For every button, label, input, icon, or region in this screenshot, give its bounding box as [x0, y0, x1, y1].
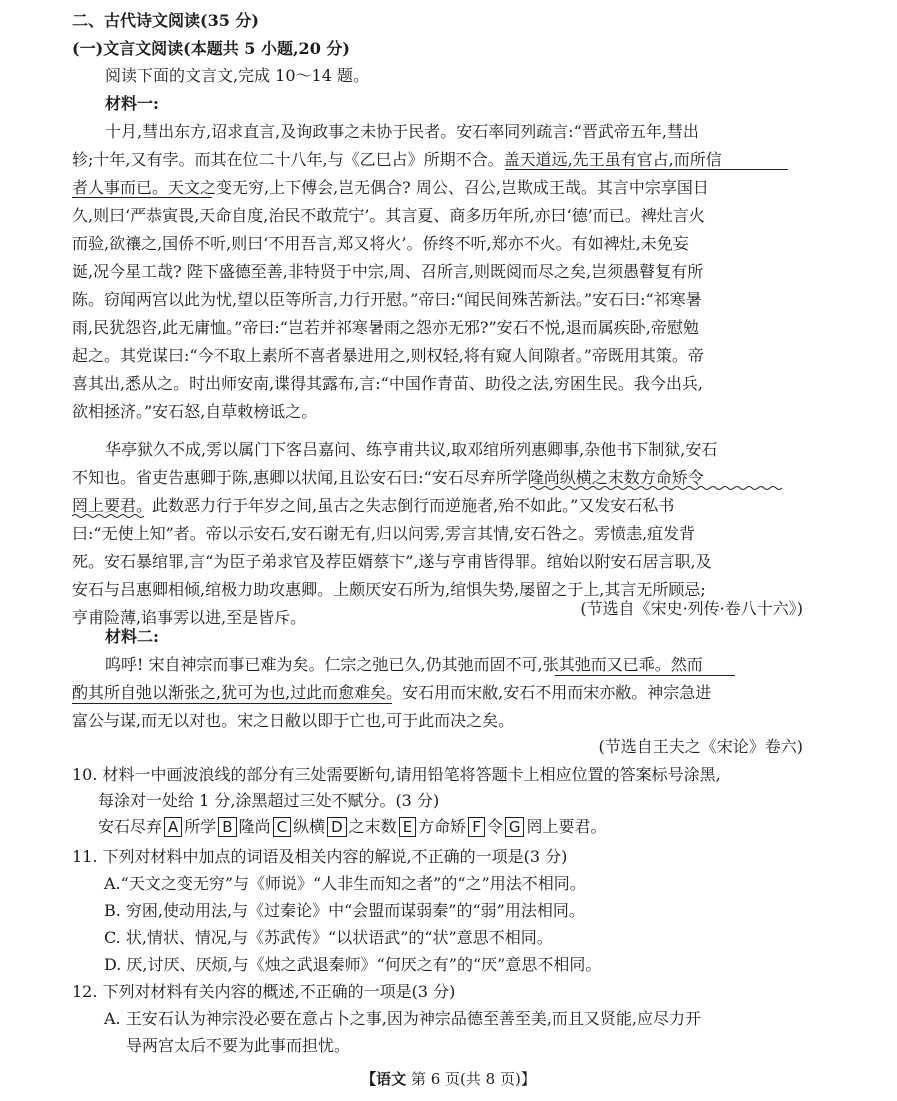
question-10-options — [98, 816, 606, 840]
footer-subject: 【语文 — [361, 1070, 407, 1088]
passage-line: 呜呼! 宋自神宗而事已难为矣。仁宗之弛已久,仍其弛而固不可,张其弛而又已乖。然而 — [105, 655, 703, 674]
passage-line: 曰:“无使上知”者。帝以示安石,安石谢无有,归以问雱,雱言其情,安石咎之。雱愤恚,疽发背 — [72, 524, 696, 543]
q10-segment: 所学 — [184, 817, 217, 836]
source-citation-1: (节选自《宋史·列传·卷八十六》) — [580, 599, 803, 618]
passage-line: 起之。其党谋曰:“今不取上素所不喜者暴进用之,则权轻,将有窥人间隙者。”帝既用其策。帝 — [72, 346, 704, 365]
q10-segment: 罔上要君。 — [526, 817, 607, 836]
q10-segment: 隆尚 — [238, 817, 271, 836]
passage-line: 陈。窃闻两宫以此为忧,望以臣等所言,力行开慰。”帝曰:“闻民间殊苦新法。”安石曰:“祁寒暑 — [72, 290, 702, 309]
underline-mark — [505, 169, 788, 170]
passage-line: 诞,况今星工哉? 陛下盛德至善,非特贤于中宗,周、召所言,则既阅而尽之矣,岂须愚瞽复有所 — [72, 262, 704, 281]
passage-line: 欲相拯济。”安石怒,自草敕榜诋之。 — [72, 402, 318, 421]
q10-label-d[interactable]: D — [327, 817, 347, 837]
passage-line: 富公与谋,而无以对也。宋之日敝以即于亡也,可于此而决之矣。 — [72, 711, 515, 730]
q10-label-g[interactable]: G — [505, 817, 525, 837]
passage-line: 安石与吕惠卿相倾,绾极力助攻惠卿。上颇厌安石所为,绾惧失势,屡留之于上,其言无所顾忌; — [72, 580, 706, 599]
passage-line: 喜其出,悉从之。时出师安南,谍得其露布,言:“中国作青苗、助役之法,穷困生民。我今出兵, — [72, 374, 704, 393]
passage-line: 轸;十年,又有孛。而其在位二十八年,与《乙巳占》所期不合。盖天道远,先王虽有官占,而所信 — [72, 150, 722, 169]
passage-line: 雨,民犹怨咨,此无庸恤。”帝曰:“岂若并祁寒暑雨之怨亦无邪?”安石不悦,退而属疾卧,帝慰勉 — [72, 318, 699, 337]
instruction: 阅读下面的文言文,完成 10～14 题。 — [105, 66, 369, 85]
question-11-option-a[interactable]: A.“天文之变无穷”与《师说》“人非生而知之者”的“之”用法不相同。 — [104, 874, 586, 893]
q10-label-e[interactable]: E — [399, 817, 416, 837]
underline-mark — [555, 675, 735, 676]
question-11-option-c[interactable]: C. 状,情状、情况,与《苏武传》“以状语武”的“状”意思不相同。 — [104, 928, 553, 947]
passage-line: 罔上要君。此数恶力行于年岁之间,虽古之失志倒行而逆施者,殆不如此。”又发安石私书 — [72, 496, 675, 515]
passage-line: 者人事而已。天文之变无穷,上下傅会,岂无偶合? 周公、召公,岂欺成王哉。其言中宗享国日 — [72, 178, 709, 197]
question-12-option-a[interactable]: A. 王安石认为神宗没必要在意占卜之事,因为神宗品德至善至美,而且又贤能,应尽力开 — [104, 1009, 701, 1028]
material-2-heading: 材料二: — [105, 627, 159, 646]
underline-mark — [72, 703, 392, 704]
footer-page: 第 6 页(共 8 页)】 — [410, 1070, 536, 1088]
q10-segment: 令 — [486, 817, 503, 836]
source-citation-2: (节选自王夫之《宋论》卷六) — [598, 737, 803, 756]
q10-label-f[interactable]: F — [468, 817, 485, 837]
q10-segment: 之末数 — [348, 817, 397, 836]
passage-line: 久,则曰‘严恭寅畏,天命自度,治民不敢荒宁’。其言夏、商多历年所,亦曰‘德’而已。裨灶言火 — [72, 206, 705, 225]
question-10-scoring: 每涂对一处给 1 分,涂黑超过三处不赋分。(3 分) — [98, 791, 440, 810]
passage-line: 而验,欲禳之,国侨不听,则曰‘不用吾言,郑又将火’。侨终不听,郑亦不火。有如裨灶,未免妄 — [72, 234, 689, 253]
q10-label-b[interactable]: B — [218, 817, 236, 837]
passage-line: 不知也。省吏告惠卿于陈,惠卿以状闻,且讼安石曰:“安石尽弃所学隆尚纵横之末数方命矫令 — [72, 468, 704, 487]
passage-line: 华亭狱久不成,雱以属门下客吕嘉问、练亨甫共议,取邓绾所列惠卿事,杂他书下制狱,安石 — [105, 440, 718, 459]
q10-segment: 方命矫 — [418, 817, 467, 836]
passage-line: 酌其所自弛以渐张之,犹可为也,过此而愈难矣。安石用而宋敝,安石不用而宋亦敝。神宗急进 — [72, 683, 712, 702]
question-11: 11. 下列对材料中加点的词语及相关内容的解说,不正确的一项是(3 分) — [72, 847, 568, 866]
passage-line: 亨甫险薄,谄事雱以进,至是皆斥。 — [72, 608, 307, 627]
section-title: 二、古代诗文阅读(35 分) — [72, 11, 259, 30]
question-10: 10. 材料一中画波浪线的部分有三处需要断句,请用铅笔将答题卡上相应位置的答案标号涂黑, — [72, 765, 721, 784]
page-footer — [0, 1068, 897, 1090]
passage-line: 死。安石暴绾罪,言“为臣子弟求官及荐臣婿蔡卞”,遂与亨甫皆得罪。绾始以附安石居言职,及 — [72, 552, 712, 571]
q10-segment: 纵横 — [293, 817, 326, 836]
subsection-title: (一)文言文阅读(本题共 5 小题,20 分) — [72, 39, 350, 58]
q10-label-a[interactable]: A — [164, 817, 182, 837]
q10-label-c[interactable]: C — [273, 817, 291, 837]
material-1-heading: 材料一: — [105, 94, 159, 113]
question-11-option-b[interactable]: B. 穷困,使动用法,与《过秦论》中“会盟而谋弱秦”的“弱”用法相同。 — [104, 901, 585, 920]
q10-segment: 安石尽弃 — [98, 817, 163, 836]
question-12-option-a-cont: 导两宫太后不要为此事而担忧。 — [126, 1036, 351, 1055]
underline-mark — [72, 197, 212, 198]
question-11-option-d[interactable]: D. 厌,讨厌、厌烦,与《烛之武退秦师》“何厌之有”的“厌”意思不相同。 — [104, 955, 602, 974]
passage-line: 十月,彗出东方,诏求直言,及询政事之未协于民者。安石率同列疏言:“晋武帝五年,彗出 — [105, 122, 699, 141]
question-12: 12. 下列对材料有关内容的概述,不正确的一项是(3 分) — [72, 982, 456, 1001]
